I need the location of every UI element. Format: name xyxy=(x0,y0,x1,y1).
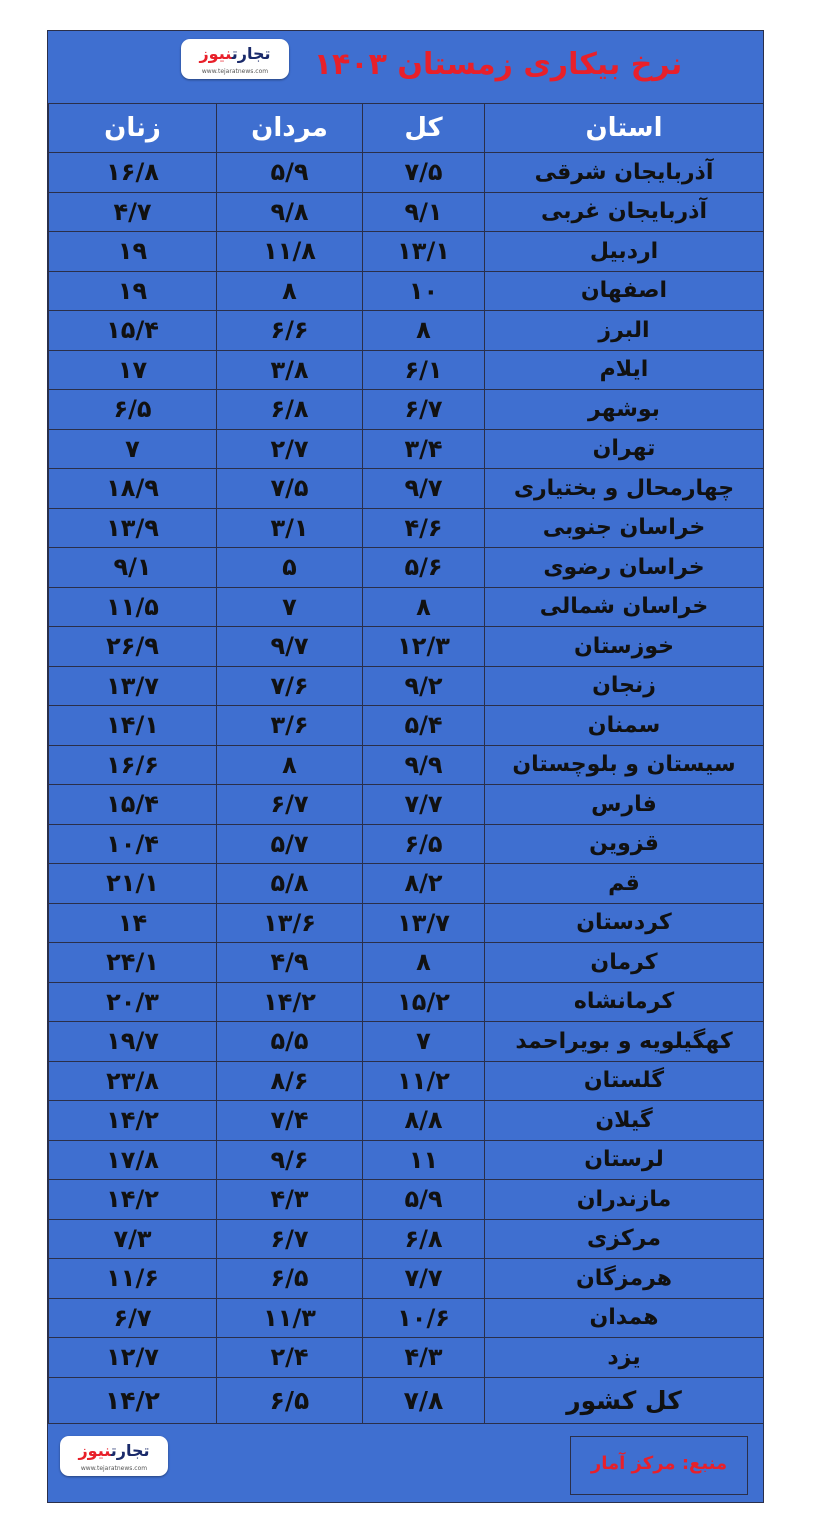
province-cell: آذربایجان شرقی xyxy=(485,153,764,193)
total-cell: ۷/۷ xyxy=(363,785,485,825)
table-row xyxy=(49,666,764,706)
province-cell: خراسان رضوی xyxy=(485,548,764,588)
women-cell: ۱۱/۵ xyxy=(49,587,217,627)
men-cell: ۱۱/۸ xyxy=(217,232,363,272)
men-cell: ۵/۸ xyxy=(217,864,363,904)
men-cell: ۵/۷ xyxy=(217,824,363,864)
total-cell: ۴/۳ xyxy=(363,1338,485,1378)
total-cell: ۸ xyxy=(363,311,485,351)
men-cell: ۳/۶ xyxy=(217,706,363,746)
women-cell: ۶/۵ xyxy=(49,390,217,430)
table-row xyxy=(49,1140,764,1180)
women-cell: ۱۳/۹ xyxy=(49,508,217,548)
men-cell: ۵/۹ xyxy=(217,153,363,193)
province-cell: اردبیل xyxy=(485,232,764,272)
women-cell: ۱۶/۸ xyxy=(49,153,217,193)
page-title: نرخ بیکاری زمستان ۱۴۰۳ xyxy=(313,47,683,82)
table-row xyxy=(49,429,764,469)
table-row xyxy=(49,587,764,627)
table-row xyxy=(49,192,764,232)
women-cell: ۱۵/۴ xyxy=(49,785,217,825)
total-cell: ۱۳/۷ xyxy=(363,903,485,943)
total-cell: ۶/۱ xyxy=(363,350,485,390)
table-body xyxy=(49,153,764,1424)
women-cell: ۲۳/۸ xyxy=(49,1061,217,1101)
province-cell: اصفهان xyxy=(485,271,764,311)
women-cell: ۹/۱ xyxy=(49,548,217,588)
men-cell: ۱۴/۲ xyxy=(217,982,363,1022)
province-cell: کهگیلویه و بویراحمد xyxy=(485,1022,764,1062)
total-cell: ۶/۵ xyxy=(363,824,485,864)
province-cell: کرمان xyxy=(485,943,764,983)
total-cell: ۵/۹ xyxy=(363,1180,485,1220)
men-cell: ۹/۶ xyxy=(217,1140,363,1180)
total-cell: ۸/۲ xyxy=(363,864,485,904)
women-cell: ۱۳/۷ xyxy=(49,666,217,706)
logo-name: تجارتنیوز xyxy=(78,1441,150,1460)
women-cell: ۱۴/۲ xyxy=(49,1180,217,1220)
province-cell: فارس xyxy=(485,785,764,825)
men-cell: ۸ xyxy=(217,745,363,785)
province-cell: کردستان xyxy=(485,903,764,943)
province-cell: گلستان xyxy=(485,1061,764,1101)
women-cell: ۱۷/۸ xyxy=(49,1140,217,1180)
table-row xyxy=(49,627,764,667)
women-cell: ۱۹/۷ xyxy=(49,1022,217,1062)
total-cell: ۴/۶ xyxy=(363,508,485,548)
women-cell: ۱۸/۹ xyxy=(49,469,217,509)
men-cell: ۸ xyxy=(217,271,363,311)
province-cell: گیلان xyxy=(485,1101,764,1141)
men-cell: ۲/۴ xyxy=(217,1338,363,1378)
logo-name: تجارتنیوز xyxy=(199,44,271,63)
total-men-cell: ۶/۵ xyxy=(217,1377,363,1423)
women-cell: ۱۱/۶ xyxy=(49,1259,217,1299)
total-cell: ۹/۱ xyxy=(363,192,485,232)
header-men: مردان xyxy=(217,104,363,153)
table-row xyxy=(49,785,764,825)
women-cell: ۱۵/۴ xyxy=(49,311,217,351)
table-row xyxy=(49,1338,764,1378)
province-cell: مازندران xyxy=(485,1180,764,1220)
table-row xyxy=(49,1101,764,1141)
province-cell: لرستان xyxy=(485,1140,764,1180)
province-cell: قزوین xyxy=(485,824,764,864)
total-cell: ۱۲/۳ xyxy=(363,627,485,667)
total-cell: ۱۱ xyxy=(363,1140,485,1180)
men-cell: ۲/۷ xyxy=(217,429,363,469)
province-cell: آذربایجان غربی xyxy=(485,192,764,232)
province-cell: قم xyxy=(485,864,764,904)
women-cell: ۲۰/۳ xyxy=(49,982,217,1022)
header-women: زنان xyxy=(49,104,217,153)
women-cell: ۱۴ xyxy=(49,903,217,943)
total-cell: ۶/۸ xyxy=(363,1219,485,1259)
logo-site: www.tejaratnews.com xyxy=(80,1465,148,1472)
women-cell: ۶/۷ xyxy=(49,1298,217,1338)
women-cell: ۱۰/۴ xyxy=(49,824,217,864)
total-cell: ۹/۷ xyxy=(363,469,485,509)
table-row xyxy=(49,271,764,311)
logo-top xyxy=(181,39,289,79)
men-cell: ۷/۴ xyxy=(217,1101,363,1141)
women-cell: ۲۱/۱ xyxy=(49,864,217,904)
table-row xyxy=(49,706,764,746)
total-cell: ۷/۷ xyxy=(363,1259,485,1299)
total-cell: ۹/۹ xyxy=(363,745,485,785)
men-cell: ۹/۸ xyxy=(217,192,363,232)
table-row xyxy=(49,508,764,548)
men-cell: ۷ xyxy=(217,587,363,627)
women-cell: ۱۴/۲ xyxy=(49,1101,217,1141)
total-cell: ۷/۵ xyxy=(363,153,485,193)
total-province-cell: کل کشور xyxy=(485,1377,764,1423)
table-total-row xyxy=(49,1377,764,1423)
title-row xyxy=(48,31,763,104)
men-cell: ۳/۸ xyxy=(217,350,363,390)
table-row xyxy=(49,903,764,943)
province-cell: بوشهر xyxy=(485,390,764,430)
table-row xyxy=(49,1022,764,1062)
men-cell: ۳/۱ xyxy=(217,508,363,548)
table-row xyxy=(49,1298,764,1338)
men-cell: ۵ xyxy=(217,548,363,588)
women-cell: ۲۶/۹ xyxy=(49,627,217,667)
table-row xyxy=(49,311,764,351)
province-cell: کرمانشاه xyxy=(485,982,764,1022)
report-card xyxy=(47,30,764,1503)
total-cell: ۷ xyxy=(363,1022,485,1062)
total-cell: ۳/۴ xyxy=(363,429,485,469)
province-cell: خراسان شمالی xyxy=(485,587,764,627)
total-cell: ۱۳/۱ xyxy=(363,232,485,272)
table-header-row xyxy=(49,104,764,153)
table-row xyxy=(49,982,764,1022)
women-cell: ۱۴/۱ xyxy=(49,706,217,746)
men-cell: ۶/۷ xyxy=(217,785,363,825)
header-total: کل xyxy=(363,104,485,153)
total-cell: ۱۰/۶ xyxy=(363,1298,485,1338)
men-cell: ۸/۶ xyxy=(217,1061,363,1101)
logo-bottom xyxy=(60,1436,168,1476)
total-cell: ۵/۴ xyxy=(363,706,485,746)
province-cell: خوزستان xyxy=(485,627,764,667)
table-row xyxy=(49,864,764,904)
province-cell: چهارمحال و بختیاری xyxy=(485,469,764,509)
total-cell: ۱۵/۲ xyxy=(363,982,485,1022)
men-cell: ۱۳/۶ xyxy=(217,903,363,943)
logo-site: www.tejaratnews.com xyxy=(201,68,269,75)
men-cell: ۷/۵ xyxy=(217,469,363,509)
province-cell: همدان xyxy=(485,1298,764,1338)
total-cell: ۸ xyxy=(363,943,485,983)
province-cell: ایلام xyxy=(485,350,764,390)
table-row xyxy=(49,390,764,430)
source-label: منبع: مرکز آمار xyxy=(590,1453,728,1474)
table-row xyxy=(49,1259,764,1299)
table-row xyxy=(49,824,764,864)
men-cell: ۱۱/۳ xyxy=(217,1298,363,1338)
men-cell: ۶/۶ xyxy=(217,311,363,351)
table-row xyxy=(49,745,764,785)
women-cell: ۱۷ xyxy=(49,350,217,390)
total-women-cell: ۱۴/۲ xyxy=(49,1377,217,1423)
table-row xyxy=(49,943,764,983)
province-cell: سمنان xyxy=(485,706,764,746)
women-cell: ۷/۳ xyxy=(49,1219,217,1259)
province-cell: تهران xyxy=(485,429,764,469)
men-cell: ۷/۶ xyxy=(217,666,363,706)
women-cell: ۱۲/۷ xyxy=(49,1338,217,1378)
total-cell: ۸ xyxy=(363,587,485,627)
province-cell: سیستان و بلوچستان xyxy=(485,745,764,785)
total-cell: ۶/۷ xyxy=(363,390,485,430)
total-cell: ۹/۲ xyxy=(363,666,485,706)
men-cell: ۶/۵ xyxy=(217,1259,363,1299)
province-cell: یزد xyxy=(485,1338,764,1378)
unemployment-table xyxy=(48,103,764,1424)
province-cell: البرز xyxy=(485,311,764,351)
women-cell: ۷ xyxy=(49,429,217,469)
province-cell: خراسان جنوبی xyxy=(485,508,764,548)
men-cell: ۶/۷ xyxy=(217,1219,363,1259)
men-cell: ۴/۳ xyxy=(217,1180,363,1220)
table-row xyxy=(49,232,764,272)
table-row xyxy=(49,469,764,509)
province-cell: زنجان xyxy=(485,666,764,706)
women-cell: ۱۶/۶ xyxy=(49,745,217,785)
table-row xyxy=(49,153,764,193)
header-province: استان xyxy=(485,104,764,153)
province-cell: مرکزی xyxy=(485,1219,764,1259)
men-cell: ۵/۵ xyxy=(217,1022,363,1062)
table-row xyxy=(49,350,764,390)
table-row xyxy=(49,1180,764,1220)
source-box xyxy=(570,1436,748,1495)
men-cell: ۴/۹ xyxy=(217,943,363,983)
women-cell: ۲۴/۱ xyxy=(49,943,217,983)
women-cell: ۱۹ xyxy=(49,271,217,311)
total-cell: ۱۱/۲ xyxy=(363,1061,485,1101)
men-cell: ۹/۷ xyxy=(217,627,363,667)
total-cell: ۱۰ xyxy=(363,271,485,311)
total-cell: ۵/۶ xyxy=(363,548,485,588)
table-row xyxy=(49,548,764,588)
total-cell: ۸/۸ xyxy=(363,1101,485,1141)
province-cell: هرمزگان xyxy=(485,1259,764,1299)
men-cell: ۶/۸ xyxy=(217,390,363,430)
table-row xyxy=(49,1219,764,1259)
total-total-cell: ۷/۸ xyxy=(363,1377,485,1423)
women-cell: ۱۹ xyxy=(49,232,217,272)
table-row xyxy=(49,1061,764,1101)
women-cell: ۴/۷ xyxy=(49,192,217,232)
